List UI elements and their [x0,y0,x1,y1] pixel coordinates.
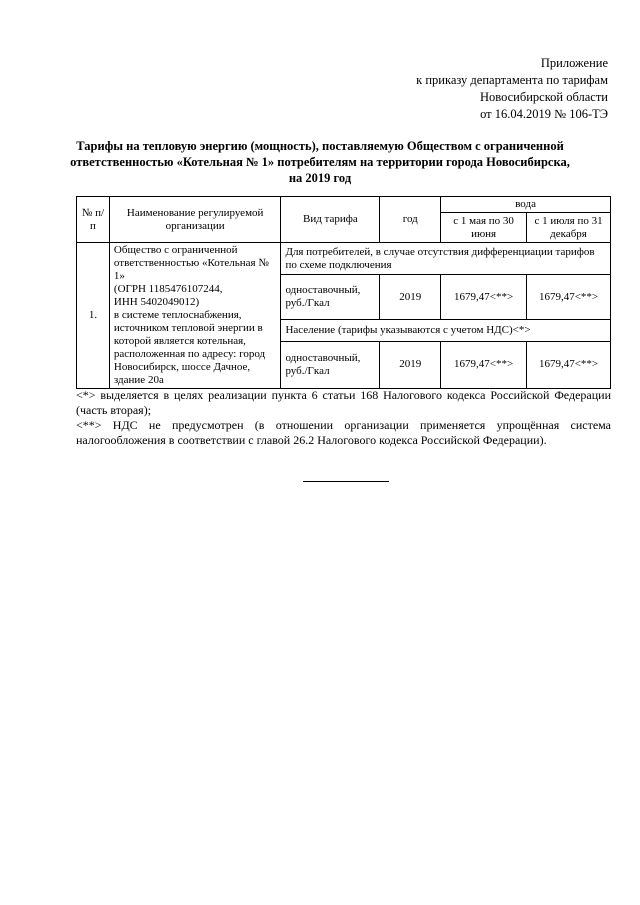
header-period-1: с 1 мая по 30 июня [441,213,527,243]
title-line: Тарифы на тепловую энергию (мощность), поставляемую Обществом с ограниченной [76,139,564,153]
tariff-value-period-2: 1679,47<**> [527,275,611,320]
appendix-line: Приложение [540,56,608,70]
header-row [77,197,611,213]
footnote-1: <*> выделяется в целях реализации пункта 6 статьи 168 Налогового кодекса Российской Федерации (часть вторая); [76,388,611,417]
tariff-type-cell: одноставочный, руб./Гкал [281,341,380,388]
org-description: в системе теплоснабжения, источником тепловой энергии в которой является котельная, расположенная по адресу: город Новосибирск, шоссе Дачное, здание 20а [113,309,266,386]
section-consumers: Для потребителей, в случае отсутствия дифференциации тарифов по схеме подключения [281,243,611,275]
tariff-value-period-1: 1679,47<**> [441,275,527,320]
section-row [77,243,611,275]
title-line: ответственностью «Котельная № 1» потребителям на территории города Новосибирска, [70,155,570,169]
end-rule [303,481,389,482]
row-number: 1. [77,243,110,389]
tariff-value-period-1: 1679,47<**> [441,341,527,388]
org-inn: ИНН 5402049012) [113,296,200,308]
appendix-order-line: от 16.04.2019 № 106-ТЭ [480,107,608,121]
section-population: Население (тарифы указываются с учетом НДС)<*> [281,320,611,341]
header-year: год [380,197,441,243]
title-line: на 2019 год [288,171,352,185]
header-tariff-type: Вид тарифа [281,197,380,243]
header-period-2: с 1 июля по 31 декабря [527,213,611,243]
footnote-2: <**> НДС не предусмотрен (в отношении организации применяется упрощённая система налогообложения в соответствии с главой 26.2 Налогового кодекса Российской Федерации). [76,418,611,447]
tariff-type-cell: одноставочный, руб./Гкал [281,275,380,320]
appendix-header [416,55,608,123]
footnotes [76,388,611,448]
org-name: Общество с ограниченной ответственностью «Котельная № 1» [113,244,269,282]
year-cell: 2019 [380,341,441,388]
tariff-table [76,196,611,389]
organization-cell [109,243,281,389]
header-organization: Наименование регулируемой организации [109,197,281,243]
year-cell: 2019 [380,275,441,320]
org-ogrn: (ОГРН 1185476107244, [113,283,223,295]
header-water: вода [441,197,611,213]
appendix-line: к приказу департамента по тарифам [416,73,608,87]
document-title [70,138,570,186]
tariff-value-period-2: 1679,47<**> [527,341,611,388]
header-num: № п/п [77,197,110,243]
appendix-line: Новосибирской области [479,90,608,104]
